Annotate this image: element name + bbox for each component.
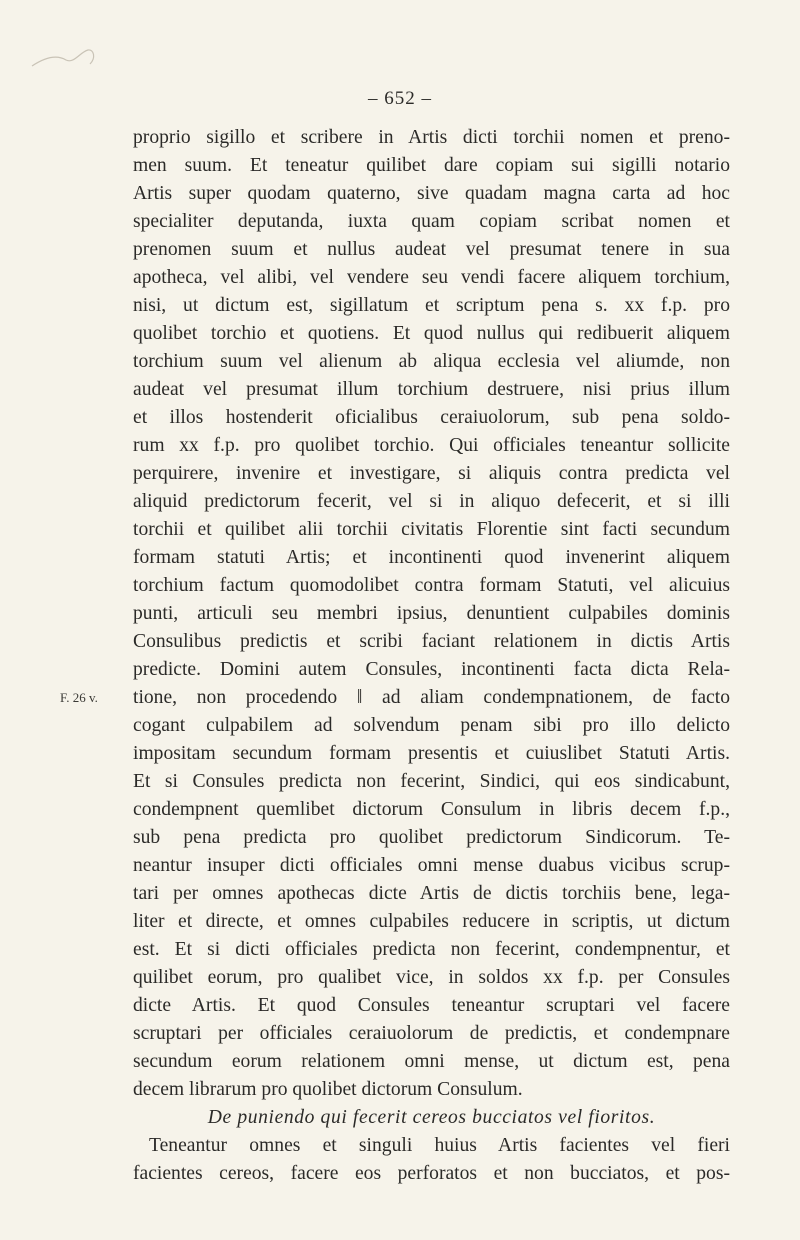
text-line: est. Et si dicti officiales predicta non fecerint, condempnentur, et xyxy=(133,939,730,960)
pencil-scribble-mark xyxy=(30,44,100,72)
text-line: torchium suum vel alienum ab aliqua ecclesia vel aliumde, non xyxy=(133,351,730,372)
text-line: Teneantur omnes et singuli huius Artis facientes vel fieri xyxy=(149,1135,730,1156)
text-line: tione, non procedendo ‖ ad aliam condempnationem, de facto xyxy=(133,687,730,708)
text-line: proprio sigillo et scribere in Artis dicti torchii nomen et preno- xyxy=(133,127,730,148)
section-heading: De puniendo qui fecerit cereos bucciatos vel fioritos. xyxy=(207,1107,656,1128)
text-line: audeat vel presumat illum torchium destruere, nisi prius illum xyxy=(133,379,730,400)
text-line: Consulibus predictis et scribi faciant relationem in dictis Artis xyxy=(133,631,730,652)
text-line: aliquid predictorum fecerit, vel si in aliquo defecerit, et si illi xyxy=(133,491,730,512)
text-line: secundum eorum relationem omni mense, ut dictum est, pena xyxy=(133,1051,730,1072)
text-line: specialiter deputanda, iuxta quam copiam scribat nomen et xyxy=(133,211,730,232)
text-line: torchii et quilibet alii torchii civitatis Florentie sint facti secundum xyxy=(133,519,730,540)
text-line: perquirere, invenire et investigare, si aliquis contra predicta vel xyxy=(133,463,730,484)
text-line: quolibet torchio et quotiens. Et quod nullus qui redibuerit aliquem xyxy=(133,323,730,344)
text-line: rum xx f.p. pro quolibet torchio. Qui officiales teneantur sollicite xyxy=(133,435,730,456)
text-line: nisi, ut dictum est, sigillatum et scriptum pena s. xx f.p. pro xyxy=(133,295,730,316)
text-line: torchium factum quomodolibet contra formam Statuti, vel alicuius xyxy=(133,575,730,596)
text-line: liter et directe, et omnes culpabiles reducere in scriptis, ut dictum xyxy=(133,911,730,932)
text-line: facientes cereos, facere eos perforatos et non bucciatos, et pos- xyxy=(133,1163,730,1184)
text-line: prenomen suum et nullus audeat vel presumat tenere in sua xyxy=(133,239,730,260)
text-line: men suum. Et teneatur quilibet dare copiam sui sigilli notario xyxy=(133,155,730,176)
text-line: sub pena predicta pro quolibet predictorum Sindicorum. Te- xyxy=(133,827,730,848)
folio-margin-note: F. 26 v. xyxy=(60,690,98,705)
text-line: neantur insuper dicti officiales omni mense duabus vicibus scrup- xyxy=(133,855,730,876)
text-line: predicte. Domini autem Consules, incontinenti facta dicta Rela- xyxy=(133,659,730,680)
text-line: punti, articuli seu membri ipsius, denuntient culpabiles dominis xyxy=(133,603,730,624)
text-line: Et si Consules predicta non fecerint, Sindici, qui eos sindicabunt, xyxy=(133,771,730,792)
text-line: tari per omnes apothecas dicte Artis de dictis torchiis bene, lega- xyxy=(133,883,730,904)
text-line: dicte Artis. Et quod Consules teneantur scruptari vel facere xyxy=(133,995,730,1016)
text-line: decem librarum pro quolibet dictorum Consulum. xyxy=(133,1079,523,1100)
text-line: cogant culpabilem ad solvendum penam sibi pro illo delicto xyxy=(133,715,730,736)
text-line: scruptari per officiales ceraiuolorum de predictis, et condempnare xyxy=(133,1023,730,1044)
page-number: – 652 – xyxy=(368,88,432,109)
text-line: impositam secundum formam presentis et cuiuslibet Statuti Artis. xyxy=(133,743,730,764)
text-line: quilibet eorum, pro qualibet vice, in soldos xx f.p. per Consules xyxy=(133,967,730,988)
statute-text-body xyxy=(133,124,730,1188)
text-line: formam statuti Artis; et incontinenti quod invenerint aliquem xyxy=(133,547,730,568)
text-line: condempnent quemlibet dictorum Consulum in libris decem f.p., xyxy=(133,799,730,820)
text-line: Artis super quodam quaterno, sive quadam magna carta ad hoc xyxy=(133,183,730,204)
text-line: apotheca, vel alibi, vel vendere seu vendi facere aliquem torchium, xyxy=(133,267,730,288)
text-line: et illos hostenderit oficialibus ceraiuolorum, sub pena soldo- xyxy=(133,407,730,428)
